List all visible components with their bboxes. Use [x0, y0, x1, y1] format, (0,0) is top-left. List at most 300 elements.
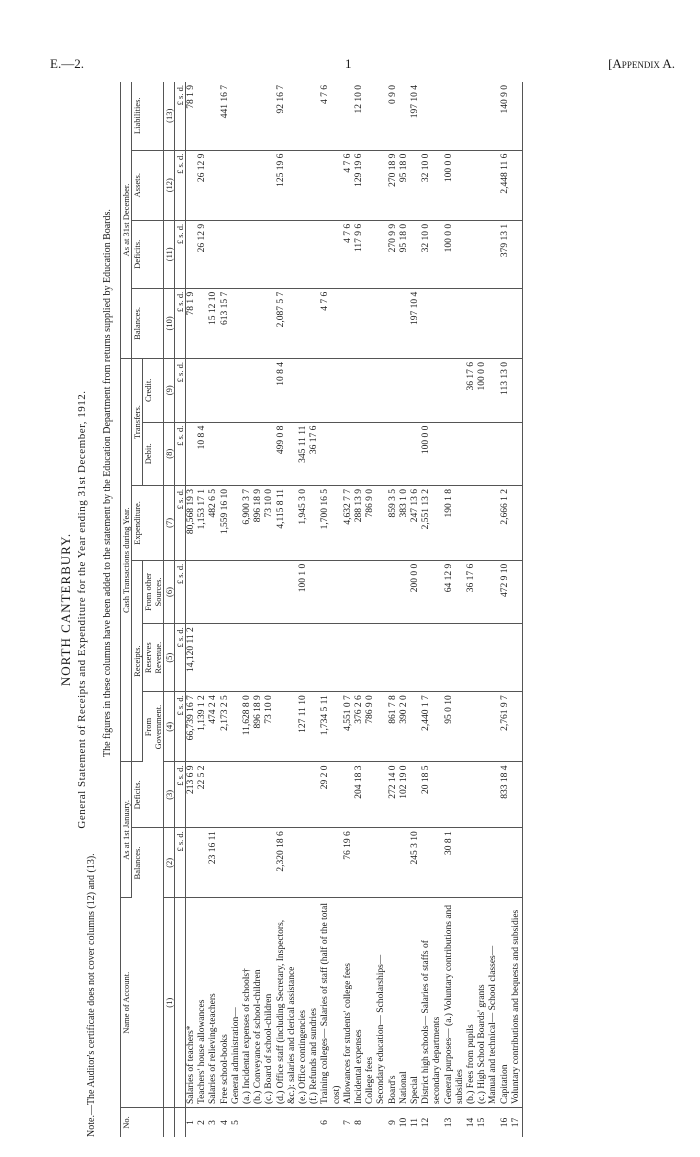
col-from-gov-header: From Government.	[143, 692, 164, 762]
column-unit: £ s. d.	[175, 359, 186, 423]
cell-c10	[477, 288, 488, 358]
cell-c12	[477, 150, 488, 220]
cell-c9	[208, 359, 219, 423]
cell-name: (b.) Conveyance of school-children	[253, 898, 264, 1108]
cell-c13	[253, 82, 264, 150]
table-row	[197, 82, 208, 1137]
cell-c2: 30 8 1	[444, 828, 466, 898]
cell-c9	[421, 359, 443, 423]
cell-c8	[264, 422, 275, 485]
table-row	[343, 82, 354, 1137]
cell-c3: 20 18 5	[421, 762, 443, 828]
cell-name: District high schools— Salaries of staffs of secondary departments	[421, 898, 443, 1108]
cell-c12	[466, 150, 477, 220]
cell-c2	[231, 828, 242, 898]
cell-name: College fees	[365, 898, 376, 1108]
cell-c5	[376, 624, 387, 692]
cell-c8: 36 17 6	[309, 422, 320, 485]
cell-c9	[220, 359, 231, 423]
statement-table	[120, 82, 523, 1137]
table-row	[208, 82, 219, 1137]
cell-c3	[242, 762, 253, 828]
table-row	[231, 82, 242, 1137]
cell-name: (b.) Fees from pupils	[466, 898, 477, 1108]
cell-c2	[500, 828, 511, 898]
column-number: (4)	[164, 692, 175, 762]
table-row	[320, 82, 342, 1137]
cell-c11	[208, 220, 219, 288]
cell-name: Teachers' house allowances	[197, 898, 208, 1108]
table-row	[466, 82, 477, 1137]
column-number: (1)	[164, 898, 175, 1108]
cell-c9	[264, 359, 275, 423]
cell-no: 6	[320, 1120, 331, 1125]
column-number: (10)	[164, 288, 175, 358]
cell-c8	[242, 422, 253, 485]
cell-c11	[365, 220, 376, 288]
cell-c11	[186, 220, 198, 288]
cell-c4: 1,139 1 2	[197, 692, 208, 762]
cell-c12	[220, 150, 231, 220]
cell-c7: 247 13 6	[410, 486, 421, 561]
cell-c12	[320, 150, 342, 220]
cell-c13	[511, 82, 523, 150]
cell-c4: 474 2 4	[208, 692, 219, 762]
cell-c2	[253, 828, 264, 898]
cell-c6	[309, 560, 320, 623]
table-row	[488, 82, 499, 1137]
cell-no: 7	[342, 1120, 353, 1125]
cell-c13	[231, 82, 242, 150]
cell-c10: 78 1 9	[186, 288, 198, 358]
cell-c10	[298, 288, 309, 358]
cell-c8	[253, 422, 264, 485]
cell-c2: 76 19 6	[343, 828, 354, 898]
cell-c5	[220, 624, 231, 692]
cell-c2	[421, 828, 443, 898]
cell-c7	[466, 486, 477, 561]
cell-c4	[410, 692, 421, 762]
col-debit-header: Debit.	[143, 422, 164, 485]
cell-c7: 1,945 3 0	[298, 486, 309, 561]
cell-c12	[298, 150, 309, 220]
cell-c7: 288 13 9	[354, 486, 365, 561]
cell-name: Salaries of relieving-teachers	[208, 898, 219, 1108]
cell-c3	[477, 762, 488, 828]
cell-c7	[477, 486, 488, 561]
cell-c12	[208, 150, 219, 220]
column-number: (11)	[164, 220, 175, 288]
table-row	[264, 82, 275, 1137]
cell-c7	[511, 486, 523, 561]
cell-c11	[376, 220, 387, 288]
cell-c9	[242, 359, 253, 423]
cell-c9: 100 0 0	[477, 359, 488, 423]
cell-c10	[197, 288, 208, 358]
cell-no: 2	[197, 1120, 208, 1125]
cell-c2	[242, 828, 253, 898]
cell-c2	[220, 828, 231, 898]
cell-c8	[399, 422, 410, 485]
cell-c5	[264, 624, 275, 692]
cell-name: Allowances for students' college fees	[343, 898, 354, 1108]
table-row	[376, 82, 387, 1137]
cell-no	[264, 1108, 275, 1137]
cell-c13	[309, 82, 320, 150]
cell-name: (d.) Office staff (including Secretary, Inspectors, &c.): salaries and clerical assistance	[276, 898, 298, 1108]
col-assets-header: Assets.	[132, 150, 164, 220]
table-row	[309, 82, 320, 1137]
cell-c3	[231, 762, 242, 828]
cell-c11	[320, 220, 342, 288]
col-liabilities-header: Liabilities.	[132, 82, 164, 150]
column-number: (5)	[164, 624, 175, 692]
cell-name: General administration—	[231, 898, 242, 1108]
cell-name: Free school-books	[220, 898, 231, 1108]
cell-c7: 1,559 16 10	[220, 486, 231, 561]
cell-name: Salaries of teachers*	[186, 898, 198, 1108]
cell-c6	[253, 560, 264, 623]
cell-c10	[365, 288, 376, 358]
cell-c10	[354, 288, 365, 358]
cell-c4	[488, 692, 499, 762]
cell-c5	[477, 624, 488, 692]
cell-c10	[488, 288, 499, 358]
table-row	[365, 82, 376, 1137]
cell-c5	[242, 624, 253, 692]
cell-c5	[276, 624, 298, 692]
cell-c12: 32 10 0	[421, 150, 443, 220]
cell-c8	[186, 422, 198, 485]
table-row	[220, 82, 231, 1137]
cell-c2	[309, 828, 320, 898]
cell-c3	[511, 762, 523, 828]
cell-no	[309, 1108, 320, 1137]
cell-name: Voluntary contributions and bequests and subsidies	[511, 898, 523, 1108]
cell-c5	[399, 624, 410, 692]
cell-name: General purposes— (a.) Voluntary contributions and subsidies	[444, 898, 466, 1108]
cell-c6: 64 12 9	[444, 560, 466, 623]
cell-name: (a.) Incidental expenses of schools†	[242, 898, 253, 1108]
cell-c12: 26 12 9	[197, 150, 208, 220]
cell-c2: 2,320 18 6	[276, 828, 298, 898]
cell-c4: 66,739 16 7	[186, 692, 198, 762]
cell-c9	[511, 359, 523, 423]
cell-c3: 102 19 0	[399, 762, 410, 828]
cell-c2: 245 3 10	[410, 828, 421, 898]
cell-c4: 1,734 5 11	[320, 692, 342, 762]
cell-c13	[444, 82, 466, 150]
cell-c9	[320, 359, 342, 423]
table-row	[354, 82, 365, 1137]
cell-c6: 472 9 10	[500, 560, 511, 623]
cell-c5	[343, 624, 354, 692]
cell-c3: 204 18 3	[354, 762, 365, 828]
columns-note: The figures in these columns have been added to the statement by the Education Department from returns supplied by Education Boards.	[102, 209, 113, 757]
cell-no: 3	[208, 1120, 219, 1125]
cell-c8: 10 8 4	[197, 422, 208, 485]
cell-no: 11	[410, 1117, 421, 1128]
column-unit: £ s. d.	[175, 150, 186, 220]
cell-c13: 0 9 0	[388, 82, 399, 150]
cell-c8	[231, 422, 242, 485]
cell-c13	[488, 82, 499, 150]
cell-c6	[220, 560, 231, 623]
cell-c6	[242, 560, 253, 623]
cell-c6	[365, 560, 376, 623]
cell-name: Special	[410, 898, 421, 1108]
cell-c10	[466, 288, 477, 358]
cell-c3	[365, 762, 376, 828]
cell-c2	[388, 828, 399, 898]
cell-c3	[276, 762, 298, 828]
cell-c3	[466, 762, 477, 828]
cell-c5	[231, 624, 242, 692]
cell-c7: 1,700 16 5	[320, 486, 342, 561]
table-row	[242, 82, 253, 1137]
cell-c3: 213 6 9	[186, 762, 198, 828]
column-number: (6)	[164, 560, 175, 623]
cell-c11	[511, 220, 523, 288]
cell-no: 8	[354, 1120, 365, 1125]
cell-c6	[511, 560, 523, 623]
cell-name: (f.) Refunds and sundries	[309, 898, 320, 1108]
cell-c13	[399, 82, 410, 150]
rotated-statement	[58, 82, 690, 1137]
cell-c11	[231, 220, 242, 288]
cell-c10	[511, 288, 523, 358]
cell-c8	[488, 422, 499, 485]
cell-c4: 73 10 0	[264, 692, 275, 762]
cell-c11	[477, 220, 488, 288]
cell-c13: 12 10 0	[354, 82, 365, 150]
cell-c11	[276, 220, 298, 288]
cell-c2	[298, 828, 309, 898]
cell-c11	[242, 220, 253, 288]
cell-c11	[466, 220, 477, 288]
cell-c10	[376, 288, 387, 358]
cell-no: 13	[443, 1117, 454, 1128]
cell-name: Training colleges— Salaries of staff (half of the total cost)	[320, 898, 342, 1108]
cell-c9	[343, 359, 354, 423]
cell-c5	[354, 624, 365, 692]
cell-c9	[231, 359, 242, 423]
cell-c8	[388, 422, 399, 485]
cell-c8	[410, 422, 421, 485]
cell-c3	[376, 762, 387, 828]
cell-c3: 29 2 0	[320, 762, 342, 828]
cell-c2	[186, 828, 198, 898]
cell-c8	[354, 422, 365, 485]
cell-c3	[343, 762, 354, 828]
cell-no	[242, 1108, 253, 1137]
cell-c5: 14,120 11 2	[186, 624, 198, 692]
col-reserves-header: Reserves Revenue.	[143, 624, 164, 692]
table-row	[511, 82, 523, 1137]
cell-c7: 786 9 0	[365, 486, 376, 561]
cell-c13: 78 1 9	[186, 82, 198, 150]
cell-c10: 2,087 5 7	[276, 288, 298, 358]
cell-c3: 22 5 2	[197, 762, 208, 828]
cell-no	[298, 1108, 309, 1137]
cell-c9	[309, 359, 320, 423]
cell-c12	[511, 150, 523, 220]
cell-c9: 10 8 4	[276, 359, 298, 423]
col-transfers-header: Transfers.	[132, 359, 143, 486]
cell-name: Capitation	[500, 898, 511, 1108]
cell-c12	[186, 150, 198, 220]
cell-c7: 4,632 7 7	[343, 486, 354, 561]
column-unit: £ s. d.	[175, 220, 186, 288]
cell-c12: 95 18 0	[399, 150, 410, 220]
cell-c11	[488, 220, 499, 288]
column-unit: £ s. d.	[175, 422, 186, 485]
cell-c7	[231, 486, 242, 561]
cell-c5	[208, 624, 219, 692]
column-number: (8)	[164, 422, 175, 485]
cell-c2	[488, 828, 499, 898]
cell-c11: 100 0 0	[444, 220, 466, 288]
cell-c6	[376, 560, 387, 623]
cell-c10	[231, 288, 242, 358]
cell-c4: 376 2 6	[354, 692, 365, 762]
cell-name: Manual and technical— School classes—	[488, 898, 499, 1108]
cell-c10	[500, 288, 511, 358]
cell-c7	[309, 486, 320, 561]
cell-c10	[388, 288, 399, 358]
cell-c6	[399, 560, 410, 623]
cell-c9	[399, 359, 410, 423]
cell-name: Incidental expenses	[354, 898, 365, 1108]
table-row	[253, 82, 264, 1137]
cell-c5	[444, 624, 466, 692]
cell-no: 4	[219, 1120, 230, 1125]
cell-c11: 32 10 0	[421, 220, 443, 288]
cell-c12: 2,448 11 6	[500, 150, 511, 220]
cell-c7	[376, 486, 387, 561]
cell-c3	[208, 762, 219, 828]
page-number: 1	[345, 56, 352, 71]
cell-c9	[298, 359, 309, 423]
cell-c11: 4 7 6	[343, 220, 354, 288]
cell-c6: 200 0 0	[410, 560, 421, 623]
cell-c11	[309, 220, 320, 288]
cell-c13: 92 16 7	[276, 82, 298, 150]
col-other-header: From other Sources.	[143, 560, 164, 623]
cell-c13: 4 7 6	[320, 82, 342, 150]
cell-c7: 190 1 8	[444, 486, 466, 561]
cell-no	[376, 1108, 387, 1137]
cell-c11	[253, 220, 264, 288]
cell-c7: 73 10 0	[264, 486, 275, 561]
page-header-right: [Appendix A.	[608, 56, 675, 71]
cell-c6: 36 17 6	[466, 560, 477, 623]
cell-c12: 100 0 0	[444, 150, 466, 220]
col-number-blank	[164, 1108, 175, 1137]
cell-c11: 379 13 1	[500, 220, 511, 288]
cell-c12	[242, 150, 253, 220]
cell-c10	[264, 288, 275, 358]
cell-c7: 1,153 17 1	[197, 486, 208, 561]
table-row	[444, 82, 466, 1137]
cell-c2	[354, 828, 365, 898]
cell-c4	[466, 692, 477, 762]
cell-c2	[477, 828, 488, 898]
cell-c8: 345 11 11	[298, 422, 309, 485]
cell-name: Secondary education— Scholarships—	[376, 898, 387, 1108]
cell-c6	[343, 560, 354, 623]
column-number: (12)	[164, 150, 175, 220]
col-unit-blank	[175, 898, 186, 1108]
cell-c4	[376, 692, 387, 762]
cell-c4	[477, 692, 488, 762]
col-deficits2-header: Deficits.	[132, 220, 164, 288]
cell-c5	[309, 624, 320, 692]
cell-c6	[264, 560, 275, 623]
column-number: (7)	[164, 486, 175, 561]
cell-c10: 15 12 10	[208, 288, 219, 358]
cell-c11	[298, 220, 309, 288]
cell-c8	[343, 422, 354, 485]
cell-c8	[444, 422, 466, 485]
cell-c3	[309, 762, 320, 828]
cell-c4: 127 11 10	[298, 692, 309, 762]
cell-c9	[253, 359, 264, 423]
cell-c5	[410, 624, 421, 692]
cell-c3	[444, 762, 466, 828]
col-no-header: No.	[121, 1108, 164, 1137]
cell-c11: 95 18 0	[399, 220, 410, 288]
cell-c8	[500, 422, 511, 485]
col-name-header: Name of Account.	[121, 898, 164, 1108]
cell-c11: 26 12 9	[197, 220, 208, 288]
cell-c9	[376, 359, 387, 423]
cell-c13: 140 9 0	[500, 82, 511, 150]
col-balances2-header: Balances.	[132, 288, 164, 358]
column-unit: £ s. d.	[175, 762, 186, 828]
cell-c8	[365, 422, 376, 485]
cell-c9	[365, 359, 376, 423]
cell-c8	[208, 422, 219, 485]
cell-c7: 2,551 13 2	[421, 486, 443, 561]
cell-c11	[220, 220, 231, 288]
cell-c13: 441 16 7	[220, 82, 231, 150]
cell-c5	[298, 624, 309, 692]
column-unit: £ s. d.	[175, 624, 186, 692]
cell-c9	[410, 359, 421, 423]
column-unit: £ s. d.	[175, 82, 186, 150]
cell-c9	[444, 359, 466, 423]
cell-c4: 11,628 8 0	[242, 692, 253, 762]
cell-c6: 100 1 0	[298, 560, 309, 623]
cell-c5	[500, 624, 511, 692]
cell-c13	[264, 82, 275, 150]
cell-c10	[242, 288, 253, 358]
column-number: (9)	[164, 359, 175, 423]
cell-c13	[242, 82, 253, 150]
cell-c8	[477, 422, 488, 485]
col-receipts-header: Receipts.	[132, 560, 143, 762]
cell-name: (c.) High School Boards' grants	[477, 898, 488, 1108]
cell-no: 10	[398, 1117, 409, 1128]
col-cash-header: Cash Transactions during Year.	[121, 359, 132, 762]
cell-c2	[376, 828, 387, 898]
cell-c2	[511, 828, 523, 898]
cell-c3: 272 14 0	[388, 762, 399, 828]
cell-c7: 896 18 9	[253, 486, 264, 561]
cell-c11: 270 9 9	[388, 220, 399, 288]
cell-c10	[444, 288, 466, 358]
